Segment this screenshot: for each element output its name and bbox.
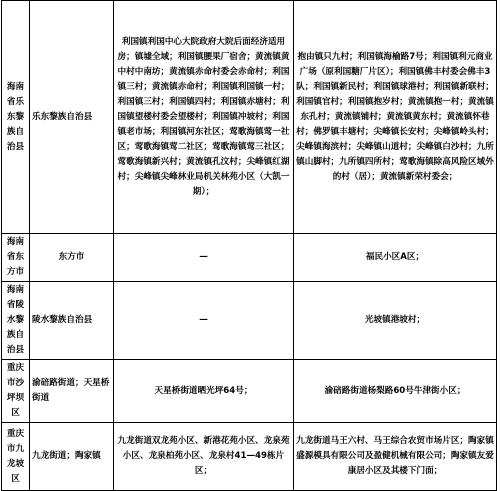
district-cell: 东方市 bbox=[30, 234, 114, 282]
region-cell: 海南省乐东黎族自治县 bbox=[2, 1, 30, 234]
high-risk-cell: — bbox=[114, 234, 294, 282]
region-cell: 重庆市九龙坡区 bbox=[2, 423, 30, 491]
table-row bbox=[2, 282, 497, 360]
region-cell: 海南省陵水黎族自治县 bbox=[2, 282, 30, 360]
district-cell: 陵水黎族自治县 bbox=[30, 282, 114, 360]
district-cell: 九龙街道；陶家镇 bbox=[30, 423, 114, 491]
district-cell: 渝碚路街道；天星桥街道 bbox=[30, 360, 114, 423]
high-risk-cell: 九龙街道双龙苑小区、新港花苑小区、龙泉苑小区、龙泉柏苑小区、龙泉村41—49栋片区； bbox=[114, 423, 294, 491]
table-row bbox=[2, 234, 497, 282]
medium-risk-cell: 渝碚路街道杨梨路60号牛津街小区； bbox=[294, 360, 497, 423]
high-risk-cell: — bbox=[114, 282, 294, 360]
district-cell: 乐东黎族自治县 bbox=[30, 1, 114, 234]
table-row bbox=[2, 1, 497, 234]
region-cell: 海南省东方市 bbox=[2, 234, 30, 282]
table-row bbox=[2, 360, 497, 423]
medium-risk-cell: 福民小区A区； bbox=[294, 234, 497, 282]
table-row bbox=[2, 423, 497, 491]
medium-risk-cell: 光坡镇港坡村； bbox=[294, 282, 497, 360]
risk-area-table bbox=[1, 0, 497, 491]
medium-risk-cell: 九龙街道马王六村、马王综合农贸市场片区；陶家镇盛源模具有限公司及盈健机械有限公司；陶家镇友爱康居小区及其楼下门面； bbox=[294, 423, 497, 491]
medium-risk-cell: 抱由镇只九村；利国镇海榆路7号；利国镇利元商业广场（原利国糖厂片区）；利国镇佛丰村委会佛丰3队；利国镇新民村；利国镇球港村；利国镇新联村；利国镇官村；利国镇抱岁村；黄流镇抱一村；黄流镇东孔村；黄流镇铺村；黄流镇黄东村；黄流镇怀巷村；佛罗镇丰塘村；尖峰镇长安村；尖峰镇岭头村；尖峰镇海滨村；尖峰镇山道村；尖峰镇白沙村；九所镇山脚村；九所镇四所村；莺歌海镇除高风险区域外的村（居）；黄流镇新荣村委会； bbox=[294, 1, 497, 234]
high-risk-cell: 天星桥街道晒光坪64号； bbox=[114, 360, 294, 423]
region-cell: 重庆市沙坪坝区 bbox=[2, 360, 30, 423]
high-risk-cell: 利国镇利国中心大院政府大院后面经济适用房；镇墟全域；利国镇腰果厂宿舍；黄流镇黄中村中南坊；黄流镇赤命村委会赤命村；利国镇三村；黄流镇赤命村；利国镇利国镇一村；利国镇三村；利国镇四村；利国镇赤塘村；利国镇望楼村委会望楼村；利国镇冲坡村；利国镇老市场；利国镇河东社区；莺歌海镇莺一社区；莺歌海镇莺二社区；莺歌海镇莺三社区；莺歌海镇新兴村；黄流镇孔汶村；尖峰镇红湖村；尖峰镇尖峰林业局机关林苑小区（大凯一期）； bbox=[114, 1, 294, 234]
